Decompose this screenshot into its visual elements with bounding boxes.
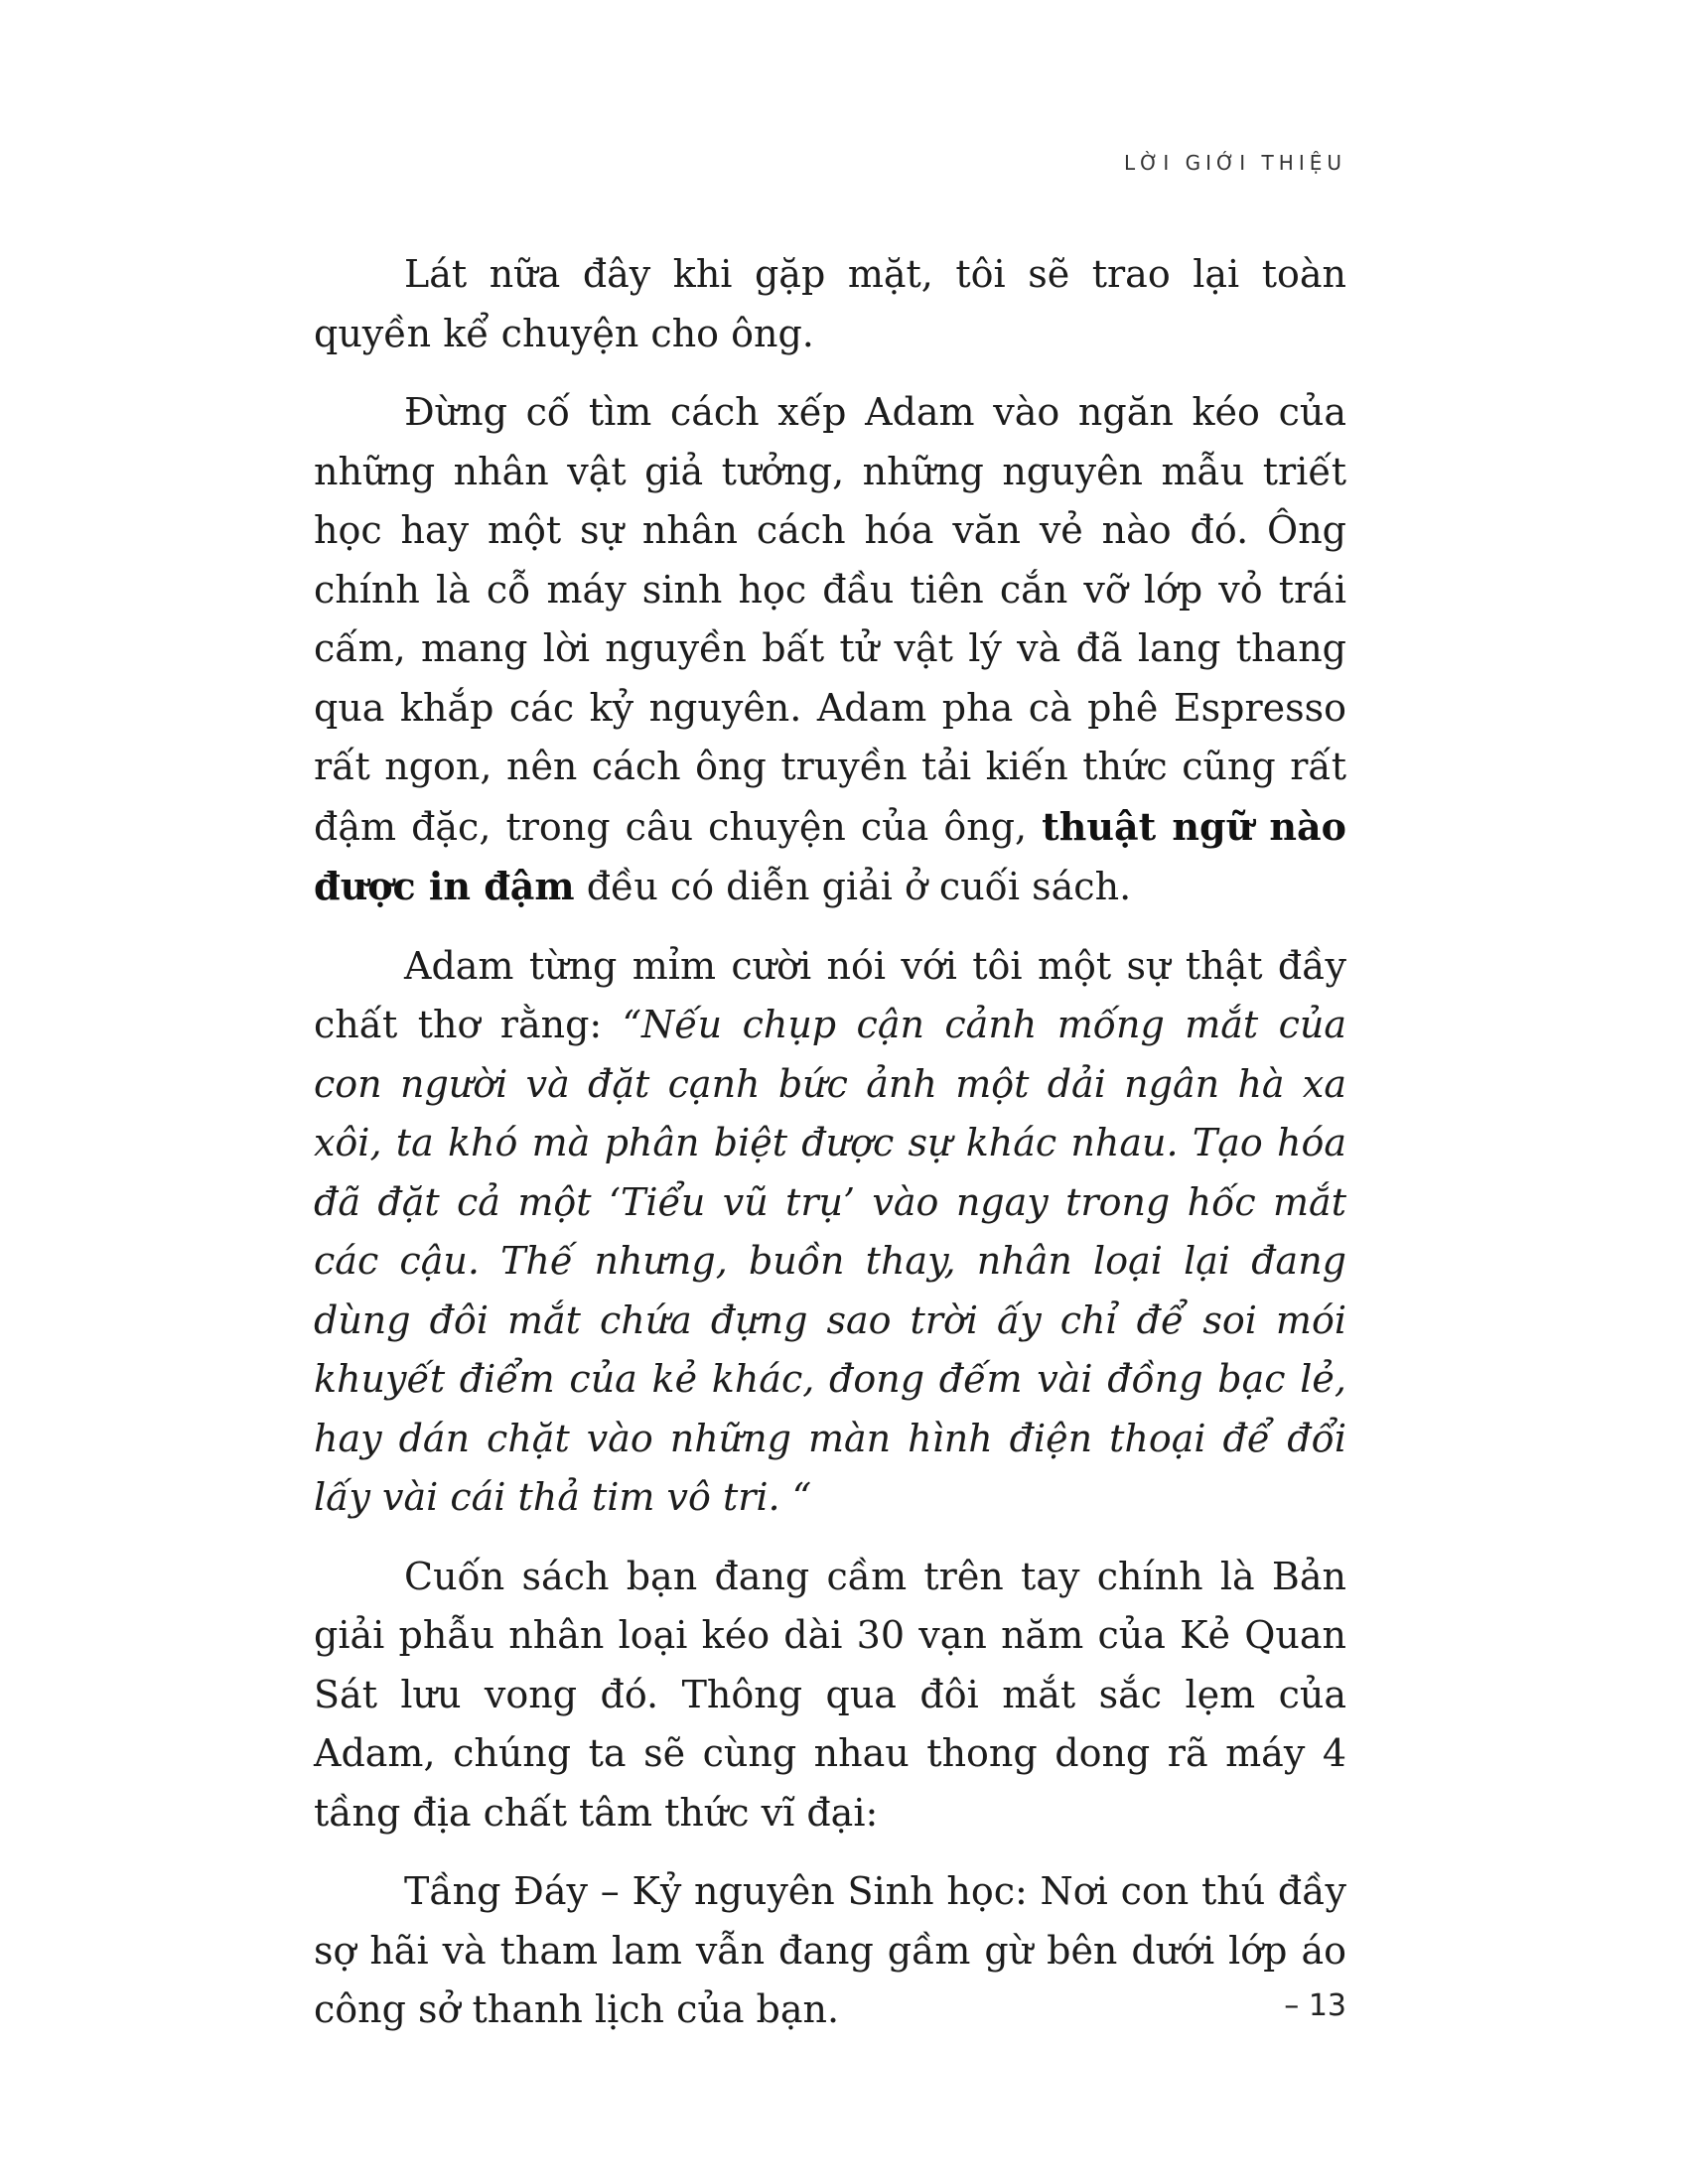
- paragraph-4: Cuốn sách bạn đang cầm trên tay chính là Bản giải phẫu nhân loại kéo dài 30 vạn năm của Kẻ Quan Sát lưu vong đó. Thông qua đôi mắt sắc lẹm của Adam, chúng ta sẽ cùng nhau thong dong rã máy 4 tầng địa chất tâm thức vĩ đại:: [314, 1554, 1346, 1835]
- paragraph-1: Lát nữa đây khi gặp mặt, tôi sẽ trao lại toàn quyền kể chuyện cho ông.: [314, 252, 1346, 355]
- paragraph-2: [314, 383, 1346, 917]
- paragraph-5: Tầng Đáy – Kỷ nguyên Sinh học: Nơi con thú đầy sợ hãi và tham lam vẫn đang gầm gừ bên dưới lớp áo công sở thanh lịch của bạn.: [314, 1869, 1346, 2031]
- running-head: LỜI GIỚI THIỆU: [1123, 151, 1346, 175]
- paragraph-3: [314, 937, 1346, 1528]
- adam-quote: “Nếu chụp cận cảnh mống mắt của con người và đặt cạnh bức ảnh một dải ngân hà xa xôi, ta khó mà phân biệt được sự khác nhau. Tạo hóa đã đặt cả một ‘Tiểu vũ trụ’ vào ngay trong hốc mắt các cậu. Thế nhưng, buồn thay, nhân loại lại đang dùng đôi mắt chứa đựng sao trời ấy chỉ để soi mói khuyết điểm của kẻ khác, đong đếm vài đồng bạc lẻ, hay dán chặt vào những màn hình điện thoại để đổi lấy vài cái thả tim vô tri. “: [314, 1003, 1346, 1519]
- bold-term-phrase: thuật ngữ nào được in đậm: [314, 803, 1346, 908]
- paragraph-2-tail: đều có diễn giải ở cuối sách.: [574, 865, 1132, 908]
- paragraph-2-text: Đừng cố tìm cách xếp Adam vào ngăn kéo của những nhân vật giả tưởng, những nguyên mẫu triết học hay một sự nhân cách hóa văn vẻ nào đó. Ông chính là cỗ máy sinh học đầu tiên cắn vỡ lớp vỏ trái cấm, mang lời nguyền bất tử vật lý và đã lang thang qua khắp các kỷ nguyên. Adam pha cà phê Espresso rất ngon, nên cách ông truyền tải kiến thức cũng rất đậm đặc, trong câu chuyện của ông,: [314, 390, 1346, 849]
- page-number: – 13: [1284, 1988, 1346, 2023]
- paragraph-3-intro: Adam từng mỉm cười nói với tôi một sự thật đầy chất thơ rằng:: [314, 943, 1346, 1046]
- body-text: [314, 245, 1346, 2040]
